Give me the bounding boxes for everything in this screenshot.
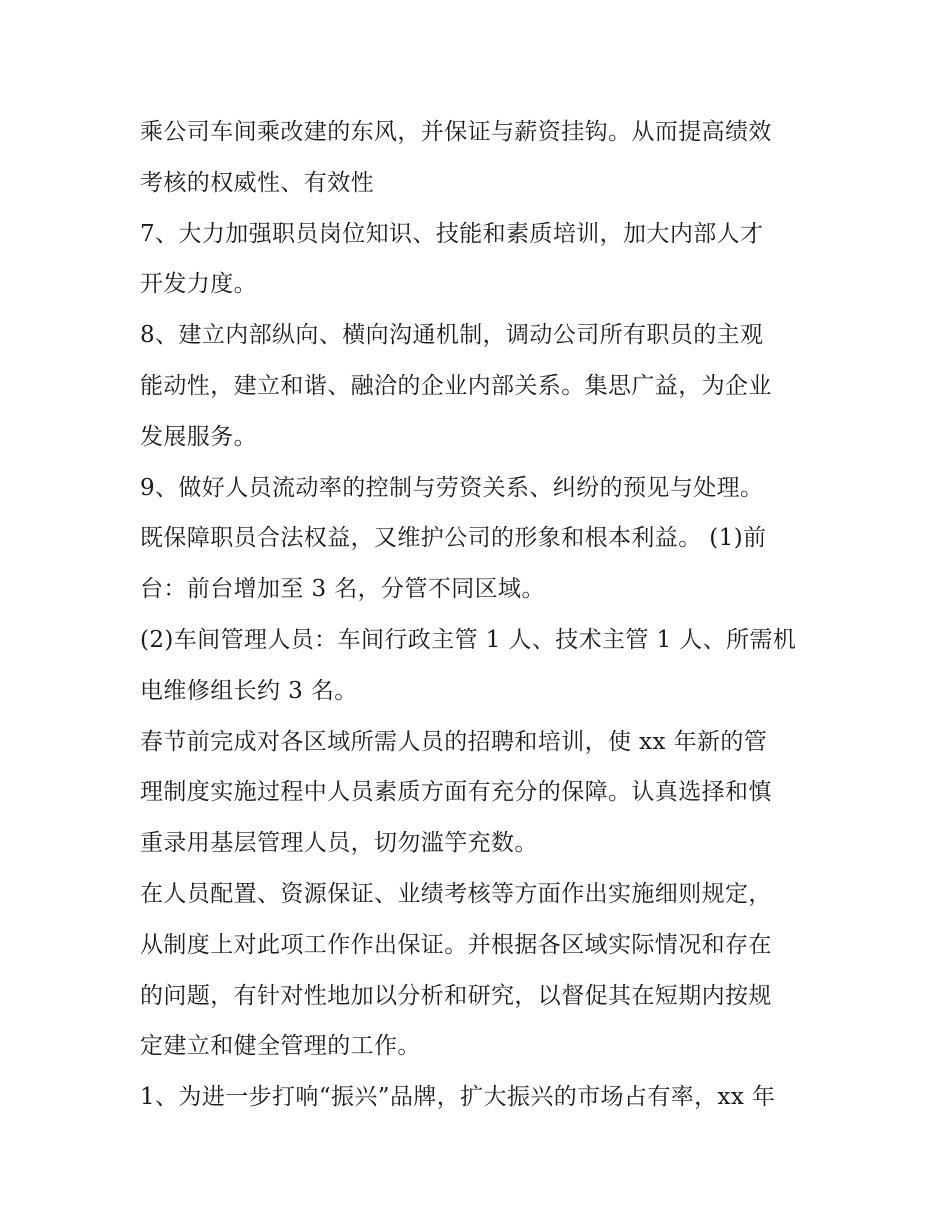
text-line: 春节前完成对各区域所需人员的招聘和培训，使 xx 年新的管 [140, 728, 768, 755]
text-line: 7、大力加强职员岗位知识、技能和素质培训，加大内部人才 [140, 220, 764, 247]
text-line: 1、为进一步打响“振兴”品牌，扩大振兴的市场占有率，xx 年 [140, 1084, 776, 1111]
text-line: 理制度实施过程中人员素质方面有充分的保障。认真选择和慎 [140, 779, 772, 806]
text-line: 电维修组长约 3 名。 [140, 677, 358, 704]
text-line: 9、做好人员流动率的控制与劳资关系、纠纷的预见与处理。 [140, 474, 764, 501]
text-line: 在人员配置、资源保证、业绩考核等方面作出实施细则规定， [140, 880, 772, 907]
text-line: 既保障职员合法权益，又维护公司的形象和根本利益。 (1)前 [140, 525, 767, 552]
text-line: 乘公司车间乘改建的东风，并保证与薪资挂钩。从而提高绩效 [140, 119, 772, 145]
text-line: 定建立和健全管理的工作。 [140, 1033, 421, 1060]
text-line: 开发力度。 [140, 271, 257, 298]
text-line: 考核的权威性、有效性 [140, 169, 374, 196]
document-body [140, 107, 820, 1123]
text-line: 8、建立内部纵向、横向沟通机制，调动公司所有职员的主观 [140, 322, 764, 349]
text-line: (2)车间管理人员：车间行政主管 1 人、技术主管 1 人、所需机 [140, 626, 797, 653]
text-line: 台：前台增加至 3 名，分管不同区域。 [140, 576, 545, 603]
text-line: 发展服务。 [140, 423, 257, 450]
text-line: 能动性，建立和谐、融洽的企业内部关系。集思广益，为企业 [140, 372, 772, 399]
text-line: 从制度上对此项工作作出保证。并根据各区域实际情况和存在 [140, 931, 772, 958]
text-line: 的问题，有针对性地加以分析和研究，以督促其在短期内按规 [140, 982, 772, 1009]
text-line: 重录用基层管理人员，切勿滥竽充数。 [140, 830, 538, 857]
